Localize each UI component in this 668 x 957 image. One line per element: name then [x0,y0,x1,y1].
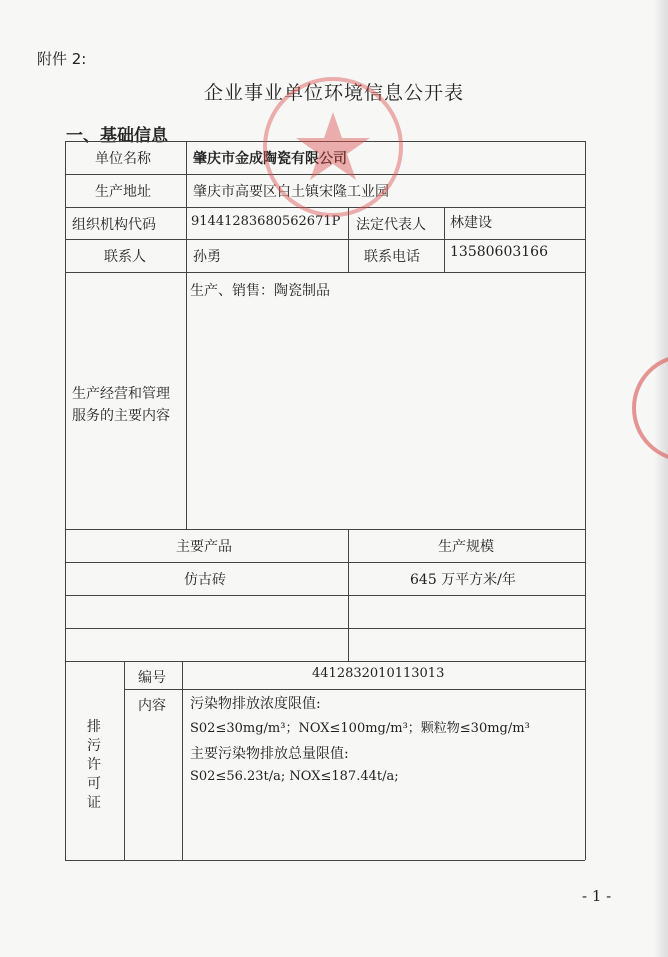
permit-label: 排污许可证 [87,719,101,811]
scale-cell: 645 万平方米/年 [410,572,516,588]
table-line [348,529,349,661]
page-number: - 1 - [582,887,612,905]
legal-rep-value: 林建设 [450,215,492,231]
page-edge-shadow [654,0,668,957]
permit-number-value: 4412832010113013 [312,666,445,681]
table-line [65,272,585,273]
product-cell: 仿古砖 [184,572,226,588]
products-header: 主要产品 [176,539,232,555]
org-code-value: 91441283680562671P [191,214,341,229]
section-heading: 一、基础信息 [66,126,168,146]
document-title: 企业事业单位环境信息公开表 [203,82,464,104]
contact-value: 孙勇 [193,249,221,265]
phone-value: 13580603166 [450,244,548,260]
table-line [65,860,585,861]
legal-rep-label: 法定代表人 [356,217,426,233]
permit-number-label: 编号 [138,670,166,686]
permit-content-label: 内容 [138,698,166,714]
permit-content-line: S02≤56.23t/a; NOX≤187.44t/a; [190,769,399,784]
permit-content-line: S02≤30mg/m³；NOX≤100mg/m³；颗粒物≤30mg/m³ [190,721,530,736]
table-line [65,661,585,662]
table-line [182,661,183,860]
permit-content-line: 主要污染物排放总量限值: [190,746,349,762]
table-line [65,628,585,629]
contact-label: 联系人 [104,249,146,265]
permit-content-line: 污染物排放浓度限值: [190,696,321,712]
table-line [124,661,125,860]
table-line [65,529,585,530]
unit-name-label: 单位名称 [95,151,151,167]
business-content: 生产、销售：陶瓷制品 [190,283,330,299]
address-value: 肇庆市高要区白土镇宋隆工业园 [193,184,389,200]
unit-name-value: 肇庆市金成陶瓷有限公司 [193,151,347,167]
org-code-label: 组织机构代码 [72,217,156,233]
table-line [65,174,585,175]
attachment-label: 附件 2: [37,50,87,68]
table-line [585,141,586,860]
scale-header: 生产规模 [438,539,494,555]
business-label-line2: 服务的主要内容 [72,408,170,424]
table-line [65,239,585,240]
table-line [186,141,187,529]
address-label: 生产地址 [95,184,151,200]
table-line [124,689,585,690]
table-line [65,141,585,142]
table-line [65,207,585,208]
phone-label: 联系电话 [364,249,420,265]
table-line [348,207,349,272]
table-line [65,141,66,860]
table-line [65,595,585,596]
business-label-line1: 生产经营和管理 [72,386,170,402]
table-line [444,207,445,272]
table-line [65,562,585,563]
